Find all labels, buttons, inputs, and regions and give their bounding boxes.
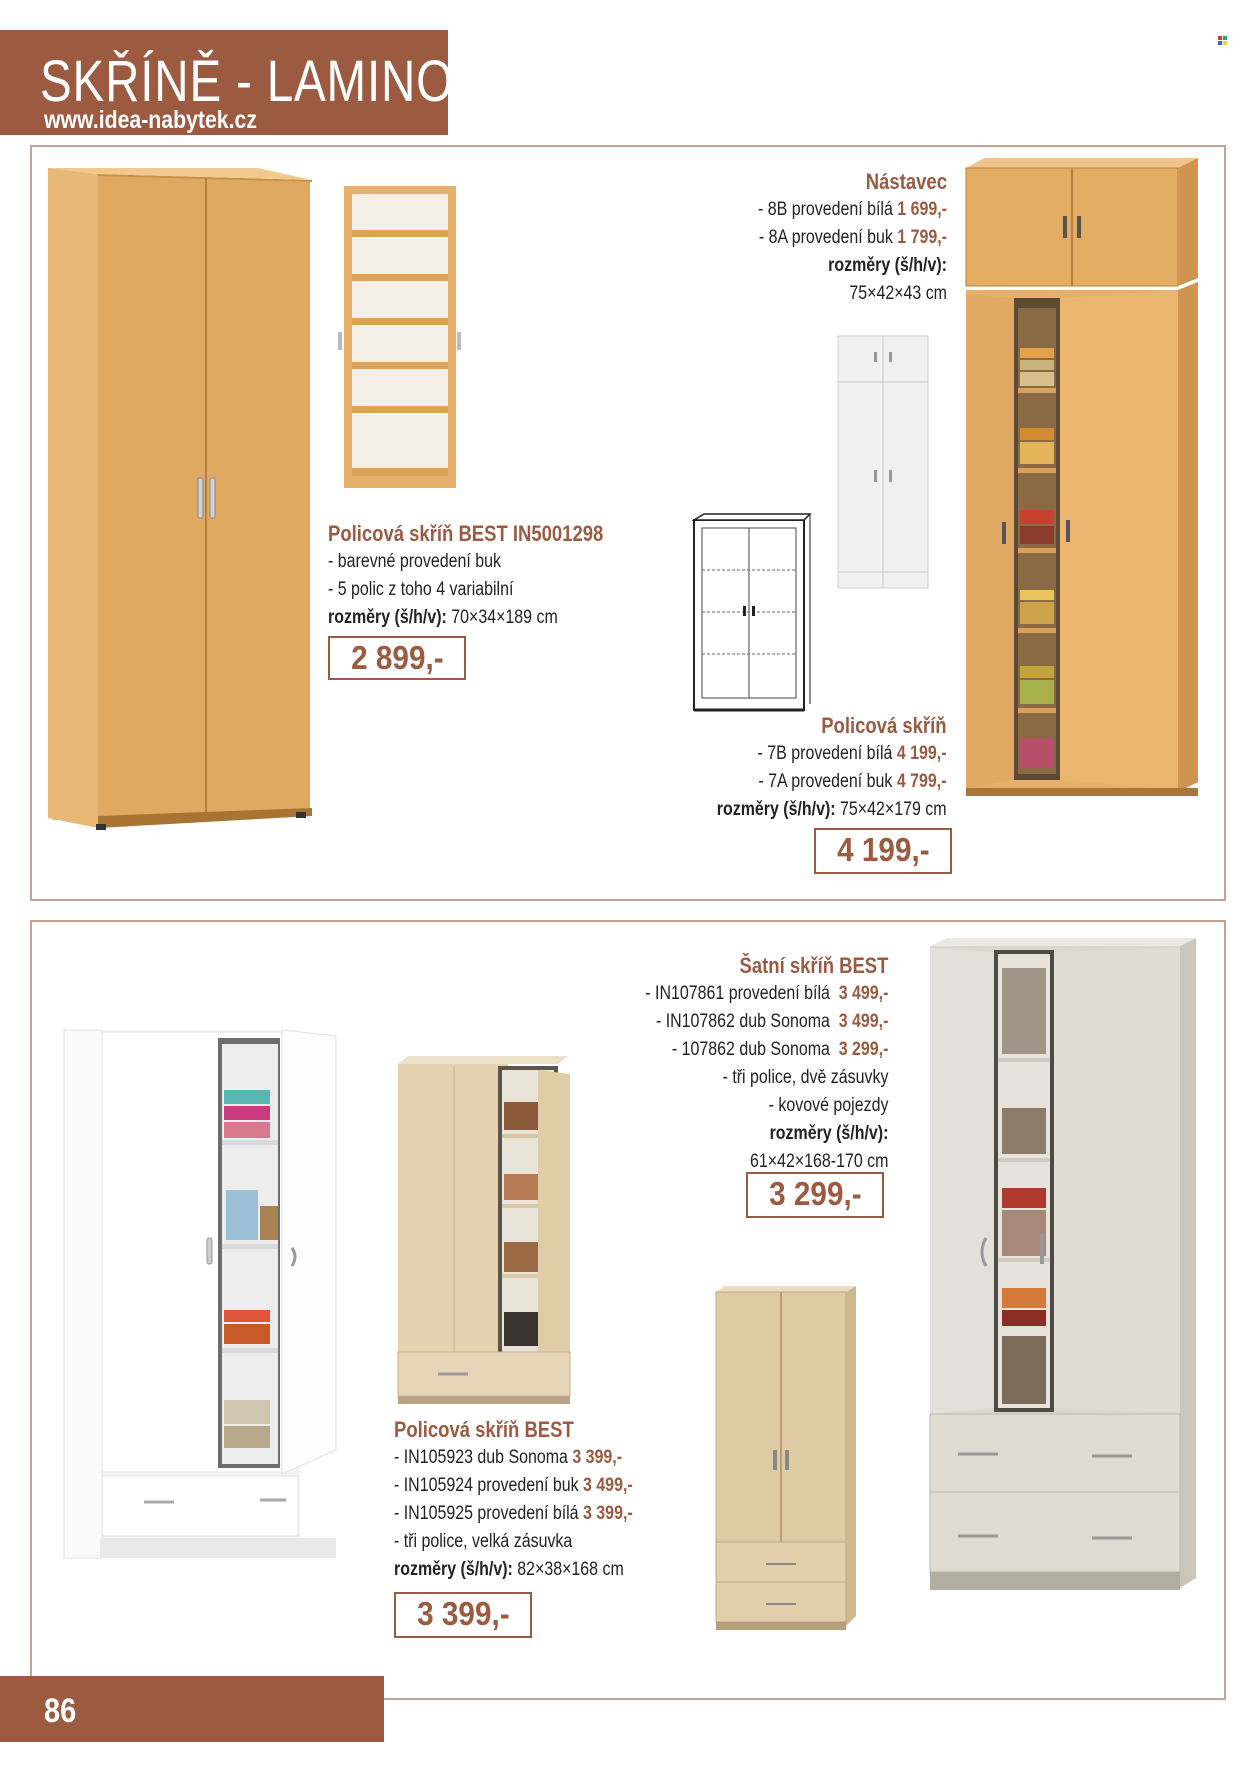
beech-wardrobe-image bbox=[48, 168, 318, 828]
white-wardrobe-image bbox=[64, 1030, 346, 1560]
shelf-best-info bbox=[394, 1416, 633, 1584]
wardrobe-best-variant-1: - IN107861 provedení bílá bbox=[644, 983, 830, 1004]
best-shelf-dims-value: 70×34×189 cm bbox=[451, 607, 558, 628]
extension-dims-label: rozměry (š/h/v): bbox=[828, 255, 947, 276]
wardrobe-best-variant-2-price: 3 499,- bbox=[838, 1011, 888, 1032]
shelf-cabinet-dims-label: rozměry (š/h/v): bbox=[717, 799, 837, 820]
extension-title: Nástavec bbox=[865, 169, 947, 194]
extension-variant-2: - 8A provedení buk bbox=[758, 227, 893, 248]
shelf-best-variant-1: - IN105923 dub Sonoma bbox=[394, 1447, 568, 1468]
extension-dims-value: 75×42×43 cm bbox=[849, 283, 947, 304]
page-number: 86 bbox=[44, 1692, 77, 1730]
open-shelf-image bbox=[338, 186, 463, 491]
wardrobe-best-title: Šatní skříň BEST bbox=[739, 953, 888, 978]
wardrobe-best-line-1: - tři police, dvě zásuvky bbox=[722, 1067, 888, 1088]
extension-variant-2-price: 1 799,- bbox=[897, 227, 947, 248]
extension-variant-1-price: 1 699,- bbox=[897, 199, 947, 220]
shelf-cabinet-info bbox=[717, 712, 947, 824]
sonoma-wardrobe-image bbox=[716, 1286, 862, 1636]
shelf-best-variant-3-price: 3 399,- bbox=[583, 1503, 633, 1524]
shelf-cabinet-variant-2: - 7A provedení buk bbox=[758, 771, 893, 792]
wardrobe-best-dims-label: rozměry (š/h/v): bbox=[769, 1123, 888, 1144]
shelf-best-variant-3: - IN105925 provedení bílá bbox=[394, 1503, 579, 1524]
shelf-cabinet-title: Policová skříň bbox=[821, 713, 947, 738]
wardrobe-best-line-2: - kovové pojezdy bbox=[768, 1095, 888, 1116]
tall-beech-cabinet-image bbox=[966, 158, 1206, 818]
shelf-best-variant-2: - IN105924 provedení buk bbox=[394, 1475, 579, 1496]
sonoma-shelf-cabinet-image bbox=[398, 1056, 570, 1406]
white-oak-wardrobe-image bbox=[922, 938, 1204, 1598]
shelf-best-price bbox=[394, 1592, 532, 1638]
shelf-best-variant-2-price: 3 499,- bbox=[583, 1475, 633, 1496]
shelf-cabinet-price bbox=[814, 828, 952, 874]
brand-mark-icon bbox=[1218, 36, 1228, 46]
wardrobe-best-price bbox=[746, 1172, 884, 1218]
glass-cabinet-drawing bbox=[692, 514, 810, 722]
wardrobe-best-variant-3: - 107862 dub Sonoma bbox=[671, 1039, 830, 1060]
wardrobe-best-variant-3-price: 3 299,- bbox=[838, 1039, 888, 1060]
page-title: SKŘÍNĚ - LAMINO bbox=[40, 49, 454, 114]
shelf-best-dims-value: 82×38×168 cm bbox=[517, 1559, 624, 1580]
shelf-cabinet-dims-value: 75×42×179 cm bbox=[840, 799, 947, 820]
shelf-best-price-value: 3 399,- bbox=[416, 1595, 510, 1632]
shelf-best-title: Policová skříň BEST bbox=[394, 1417, 574, 1442]
extension-info bbox=[758, 168, 947, 308]
best-shelf-line-2: - 5 polic z toho 4 variabilní bbox=[328, 579, 514, 600]
best-shelf-price bbox=[328, 636, 466, 680]
best-shelf-info bbox=[328, 520, 603, 632]
website-link[interactable]: www.idea-nabytek.cz bbox=[44, 106, 257, 134]
wardrobe-best-variant-2: - IN107862 dub Sonoma bbox=[655, 1011, 830, 1032]
shelf-cabinet-price-value: 4 199,- bbox=[836, 831, 930, 868]
wardrobe-best-price-value: 3 299,- bbox=[768, 1175, 862, 1212]
best-shelf-line-1: - barevné provedení buk bbox=[328, 551, 502, 572]
shelf-cabinet-variant-1-price: 4 199,- bbox=[897, 743, 947, 764]
wardrobe-best-info bbox=[645, 952, 888, 1176]
wardrobe-best-dims-value: 61×42×168-170 cm bbox=[749, 1151, 888, 1172]
extension-variant-1: - 8B provedení bílá bbox=[758, 199, 893, 220]
best-shelf-dims-label: rozměry (š/h/v): bbox=[328, 607, 447, 628]
shelf-best-dims-label: rozměry (š/h/v): bbox=[394, 1559, 513, 1580]
best-shelf-price-value: 2 899,- bbox=[350, 639, 444, 676]
wardrobe-best-variant-1-price: 3 499,- bbox=[838, 983, 888, 1004]
white-cabinet-image bbox=[836, 334, 934, 594]
shelf-cabinet-variant-1: - 7B provedení bílá bbox=[758, 743, 893, 764]
best-shelf-title: Policová skříň BEST IN5001298 bbox=[328, 521, 604, 546]
shelf-best-variant-1-price: 3 399,- bbox=[572, 1447, 623, 1468]
shelf-best-line-1: - tři police, velká zásuvka bbox=[394, 1531, 573, 1552]
shelf-cabinet-variant-2-price: 4 799,- bbox=[897, 771, 947, 792]
